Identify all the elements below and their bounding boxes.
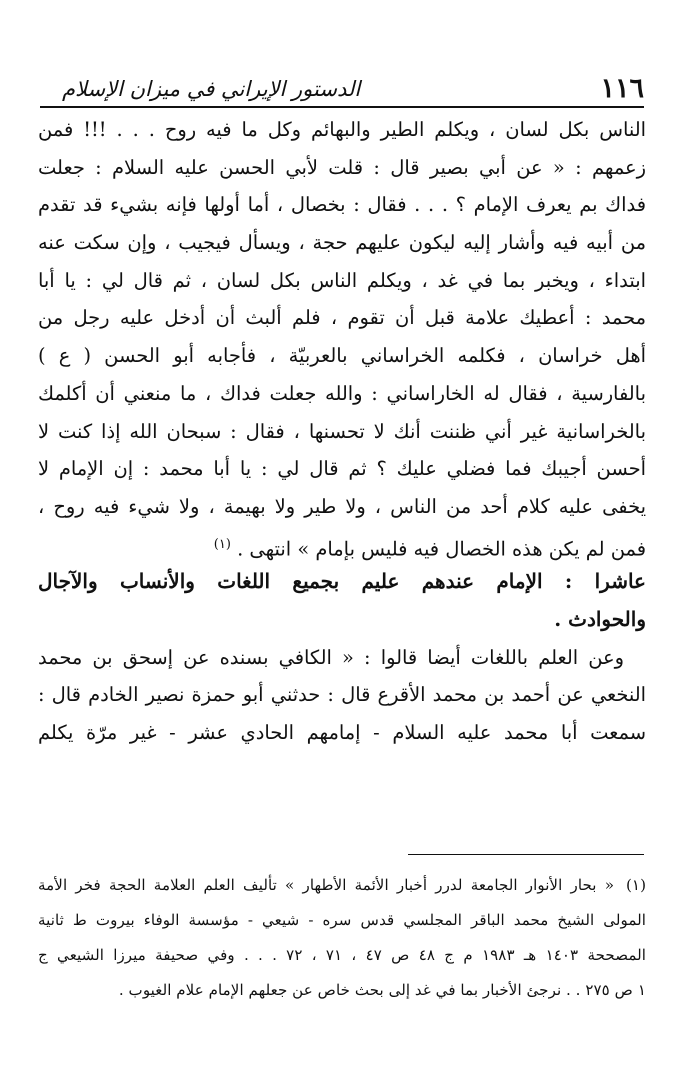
text-line: فداك بم يعرف الإمام ؟ . . . فقال : بخصال ، أما أولها فإنه بشيء قد تقدم bbox=[38, 193, 646, 217]
page-header bbox=[40, 66, 644, 106]
text-line: من أبيه فيه وأشار إليه ليكون عليهم حجة ، ويسأل فيجيب ، وإن سكت عنه bbox=[38, 231, 646, 255]
section-heading-line: عاشرا : الإمام عندهم عليم بجميع اللغات والأنساب والآجال bbox=[38, 569, 646, 594]
text-line: بالخراسانية غير أني ظننت أنك لا تحسنها ، فقال : سبحان الله إذا كنت لا bbox=[38, 419, 646, 443]
text-line: النخعي عن أحمد بن محمد الأقرع قال : حدثني أبو حمزة نصير الخادم قال : bbox=[38, 683, 646, 707]
footnote-marker: (١) bbox=[625, 876, 646, 894]
footnotes bbox=[38, 868, 646, 1008]
footnote-divider bbox=[408, 854, 644, 855]
text-line-with-reference bbox=[38, 526, 646, 564]
footnote-text: « بحار الأنوار الجامعة لدرر أخبار الأئمة الأطهار » تأليف العلم العلامة الحجة فخر الأمة bbox=[38, 876, 614, 894]
text-line: بالفارسية ، فقال له الخاراساني : والله جعلت فداك ، ما منعني أن أكلمك bbox=[38, 381, 646, 405]
section-heading-line: والحوادث . bbox=[554, 606, 646, 631]
footnote-line: المصححة ١٤٠٣ هـ ١٩٨٣ م ج ٤٨ ص ٤٧ ، ٧١ ، ٧٢ . . . وفي صحيفة ميرزا الشيعي ج bbox=[38, 946, 646, 964]
footnote-reference[interactable]: (١) bbox=[213, 536, 231, 552]
header-divider bbox=[40, 106, 644, 108]
main-text bbox=[38, 111, 646, 752]
running-title: الدستور الإيراني في ميزان الإسلام bbox=[62, 77, 361, 101]
text-line: ابتداء ، ويخبر بما في غد ، ويكلم الناس بكل لسان ، ثم قال لي : يا أبا bbox=[38, 268, 646, 292]
footnote-line: ١ ص ٢٧٥ . . نرجئ الأخبار بما في غد إلى بحث خاص عن جعلهم الإمام علام الغيوب . bbox=[118, 981, 646, 999]
text-line: أحسن أجيبك فما فضلي عليك ؟ ثم قال لي : يا أبا محمد : إن الإمام لا bbox=[38, 457, 646, 481]
text-line: الناس بكل لسان ، ويكلم الطير والبهائم وكل ما فيه روح . . . !!! فمن bbox=[38, 118, 646, 141]
text-line: يخفى عليه كلام أحد من الناس ، ولا طير ولا بهيمة ، ولا شيء فيه روح ، bbox=[38, 494, 646, 518]
footnote-line: المولى الشيخ محمد الباقر المجلسي قدس سره - شيعي - مؤسسة الوفاء بيروت ط ثانية bbox=[38, 911, 646, 929]
text-line: زعمهم : « عن أبي بصير قال : قلت لأبي الحسن عليه السلام : جعلت bbox=[38, 155, 646, 179]
text-line: أهل خراسان ، فكلمه الخراساني بالعربيّة ، فأجابه أبو الحسن ( ع ) bbox=[38, 344, 646, 368]
text-line: سمعت أبا محمد عليه السلام - إمامهم الحادي عشر - غير مرّة يكلم bbox=[38, 721, 646, 744]
text-line: محمد : أعطيك علامة قبل أن تقوم ، فلم ألبث أن أدخل عليه رجل من bbox=[38, 306, 646, 330]
footnote-line bbox=[38, 868, 646, 903]
text-line: وعن العلم باللغات أيضا قالوا : « الكافي بسنده عن إسحق بن محمد bbox=[38, 645, 624, 669]
quote-end-text: فمن لم يكن هذه الخصال فيه فليس بإمام » انتهى . bbox=[237, 537, 646, 561]
page-number: ١١٦ bbox=[600, 73, 644, 104]
